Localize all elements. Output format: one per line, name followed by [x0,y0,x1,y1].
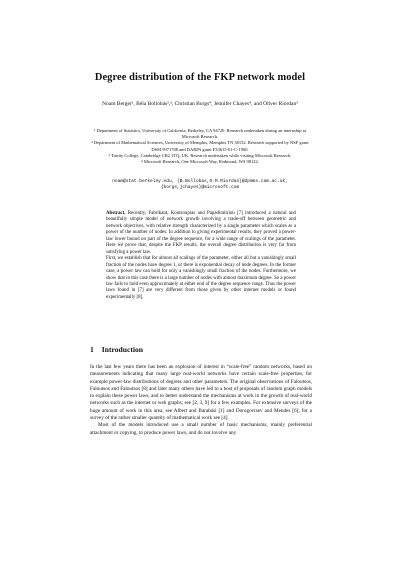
abstract-paragraph [106,211,296,256]
section-title: Introduction [101,345,144,354]
abstract-label: Abstract. [106,211,126,216]
abstract [106,211,296,301]
introduction-body [90,364,312,437]
section-number: 1 [90,345,94,354]
email-line: noam@stat.berkeley.edu, {B.Bollobas,O.M.Riordan}@dpmms.cam.ac.uk, [112,179,288,184]
section-heading [90,345,143,354]
abstract-text: Recently, Fabrikant, Koutsoupias and Papadimitriou [7] introduced a natural and beautifully simple model of network growth involving a trade-off between geometric and network objectives, with relative strength characterized by a single parameter which scales as a power of the number of nodes. In addition to giving experimental results, they proved a power-law lower bound on part of the degree sequence, for a wide range of scalings of the parameter. Here we prove that, despite the FKP results, the overall degree distribution is very far from satisfying a power law. [106,211,296,255]
abstract-paragraph: First, we establish that for almost all scalings of the parameter, either all but a vanishingly small fraction of the nodes have degree 1, or there is exponential decay of node degrees. In the former case, a power law can hold for only a vanishingly small fraction of the nodes. Furthermore, we show that in this case there is a large number of nodes with almost maximum degree. So a power law fails to hold even approximately at either end of the degree sequence range. Thus the power laws found in [7] are very different from those given by other internet models or found experimentally [8]. [106,256,296,300]
affiliation-item: ¹ Department of Statistics, University of California, Berkeley, CA 94720. Research undertaken during an internship at Microsoft Research. [94,128,306,140]
author-list: Noam Berger¹, Béla Bollobás²,³, Christian Borgs⁴, Jennifer Chayes⁴, and Oliver Riordan³ [102,101,298,107]
email-list [88,179,312,191]
affiliation-item: ² Department of Mathematical Sciences, University of Memphis, Memphis TN 38152. Research supported by NSF grant DSM 9971788 and DARPA grant F33615-01-C-1900. [91,140,309,152]
body-paragraph: In the last few years there has been an explosion of interest in “scale-free” random networks, based on measurements indicating that many large real-world networks have certain scale-free properties, for example power-law distributions of degrees and other parameters. The original observations of Faloutsos, Faloutsos and Faloutsos [8] and later many others have led to a host of proposals of random graph models to explain these power laws, and to better understand the mechanisms at work in the growth of real-world networks such as the internet or web graphs; see [2, 3, 9] for a few examples. For extensive surveys of the huge amount of work in this area, see Albert and Barabási [1] and Dorogovtsev and Mendes [6]; for a survey of the rather smaller quantity of mathematical work see [4]. [90,364,312,422]
body-paragraph: Most of the models introduced use a small number of basic mechanisms, mainly preferential attachment or copying, to produce power laws, and do not involve any [90,422,312,436]
affiliation-list [88,128,312,165]
paper-title: Degree distribution of the FKP network model [94,72,306,83]
affiliation-item: ⁴ Microsoft Research, One Microsoft Way, Redmond, WA 98122. [141,159,259,165]
email-line: {borgs,jchayes}@microsoft.com [160,185,240,191]
affiliation-item: ³ Trinity College, Cambridge CB2 1TQ, UK. Research undertaken while visiting Microsoft Research. [108,152,292,158]
